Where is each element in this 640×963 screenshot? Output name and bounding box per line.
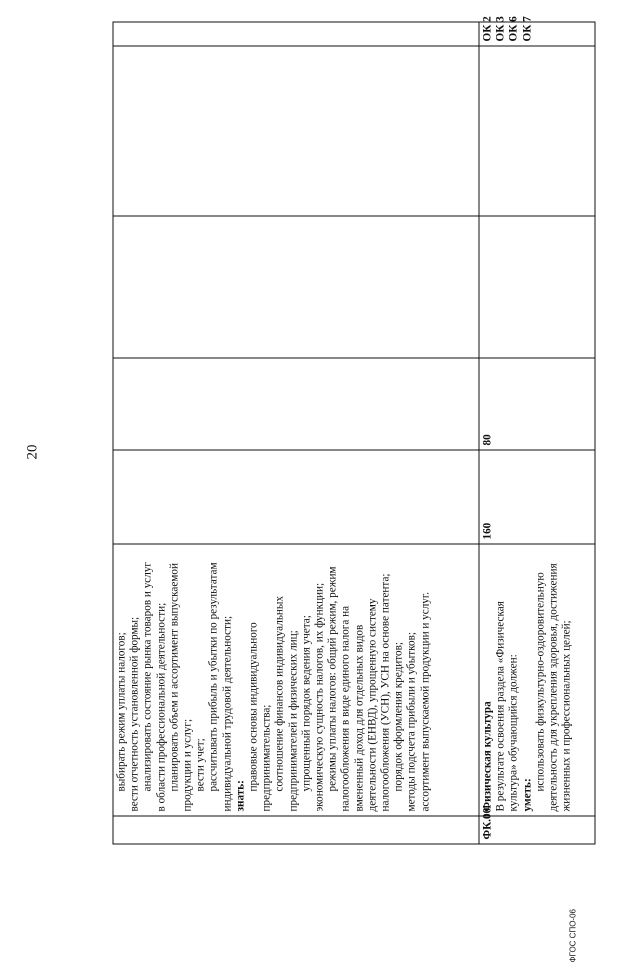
row1-min-hours [113, 358, 479, 450]
row2-description [479, 544, 595, 816]
text-line: деятельности (ЕНВД), упрощенную систему [365, 598, 378, 812]
text-line: предпринимателей и физических лиц; [286, 630, 299, 812]
text-line: выбирать режим уплаты налогов; [115, 632, 127, 792]
text-line: культура» обучающийся должен: [507, 654, 520, 812]
text-line: уметь: [520, 778, 533, 812]
text-line: налогообложения (УСН), УСН на основе патента; [379, 573, 392, 812]
table-row [479, 22, 595, 844]
competency-item: ОК 3 [494, 16, 507, 42]
text-line: предпринимательства; [260, 704, 273, 812]
text-line: порядок оформления кредитов; [392, 642, 405, 792]
competency-item: ОК 6 [507, 16, 520, 42]
text-line: рассчитывать прибыль и убытки по результатам [207, 562, 220, 792]
footer-code: ФГОС СПО-06 [568, 909, 577, 963]
text-line: знать: [233, 780, 246, 812]
text-line: вести отчетность установленной формы; [128, 616, 141, 812]
row2-max-hours: 160 [479, 450, 595, 544]
row1-discipline-cell [113, 216, 479, 358]
text-line: вмененный доход для отдельных видов [352, 624, 365, 812]
text-line: индивидуальной трудовой деятельности; [220, 615, 233, 812]
text-line: соотношение финансов индивидуальных [273, 595, 286, 792]
text-line: Физическая культура [481, 701, 493, 812]
text-line: деятельность для укрепления здоровья, достижения [547, 563, 560, 812]
text-line: режимы уплаты налогов: общий режим, режим [326, 566, 339, 792]
text-line: экономическую сущность налогов, их функции; [313, 582, 326, 812]
curriculum-table [112, 16, 595, 845]
competency-item: ОК 7 [520, 16, 533, 42]
text-line: жизненных и профессиональных целей; [560, 620, 573, 812]
page-number: 20 [24, 444, 40, 460]
row2-discipline-cell [479, 216, 595, 358]
text-line: В результате освоения раздела «Физическая [494, 601, 507, 812]
text-line: налогообложения в виде единого налога на [339, 605, 352, 812]
row2-competencies [479, 16, 595, 46]
row1-code-discipline-cell [113, 46, 479, 216]
text-line: использовать физкультурно-оздоровительную [533, 572, 546, 792]
row1-code-cell [113, 816, 479, 844]
text-line: продукции и услуг; [181, 718, 194, 812]
text-line: правовые основы индивидуального [247, 622, 260, 792]
row1-max-hours [113, 450, 479, 544]
text-line: упрощенный порядок ведения учета; [299, 615, 312, 792]
text-line: ассортимент выпускаемой продукции и услуг. [418, 591, 431, 812]
table-row [113, 22, 479, 844]
text-line: анализировать состояние рынка товаров и услуг [141, 561, 154, 792]
text-line: планировать объем и ассортимент выпускаемой [167, 563, 180, 792]
row2-code-discipline-cell [479, 46, 595, 216]
row1-competencies [113, 22, 479, 46]
row2-min-hours: 80 [479, 358, 595, 450]
text-line: методы подсчета прибыли и убытков; [405, 632, 418, 812]
text-line: вести учет; [194, 738, 207, 792]
competency-item: ОК 2 [481, 16, 493, 42]
text-line: в области профессиональной деятельности; [154, 602, 167, 812]
row1-description [113, 544, 479, 816]
row2-code: ФК.00 [479, 816, 595, 844]
